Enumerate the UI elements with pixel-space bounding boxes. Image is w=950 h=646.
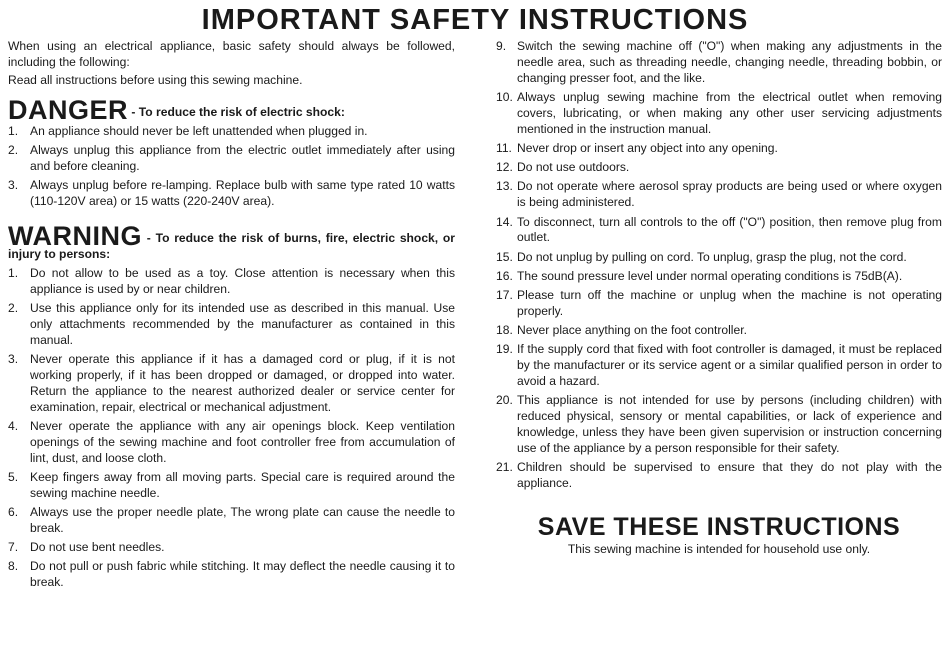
item-text: Do not operate where aerosol spray products are being used or where oxygen is being administered.	[517, 179, 942, 210]
item-text: Use this appliance only for its intended use as described in this manual. Use only attachments recommended by the manufacturer as contained in this manual.	[30, 300, 455, 347]
item-text: Do not use bent needles.	[30, 540, 165, 555]
continued-list	[496, 39, 942, 492]
item-number: 19.	[496, 342, 513, 357]
list-item	[8, 124, 455, 140]
item-number: 11.	[496, 141, 512, 156]
warning-list	[8, 266, 455, 591]
item-number: 15.	[496, 249, 513, 264]
list-item	[8, 505, 455, 537]
item-number: 1.	[8, 265, 19, 280]
item-text: Do not pull or push fabric while stitching. It may deflect the needle causing it to break.	[30, 559, 455, 590]
list-item	[8, 301, 455, 349]
warning-word: WARNING	[8, 220, 142, 251]
item-text: Keep fingers away from all moving parts. Special care is required around the sewing machine needle.	[30, 469, 455, 500]
danger-heading	[8, 94, 455, 125]
item-number: 8.	[8, 559, 19, 574]
item-text: Always unplug sewing machine from the electrical outlet when removing covers, lubricating, or when making any other user servicing adjustments mentioned in the instruction manual.	[517, 90, 942, 136]
item-number: 6.	[8, 505, 19, 520]
item-text: Never operate the appliance with any air openings block. Keep ventilation openings of the sewing machine and foot controller free from accumulation of lint, dust, and loose cloth.	[30, 418, 455, 465]
item-number: 21.	[496, 460, 513, 475]
item-number: 14.	[496, 214, 513, 229]
item-number: 5.	[8, 469, 19, 484]
item-text: To disconnect, turn all controls to the off ("O") position, then remove plug from outlet.	[517, 214, 942, 245]
item-number: 13.	[496, 179, 513, 194]
list-item	[8, 559, 455, 591]
item-number: 7.	[8, 540, 19, 555]
item-text: Switch the sewing machine off ("O") when making any adjustments in the needle area, such as threading needle, changing needle, threading bobbin, or changing presser foot, and the like.	[517, 39, 942, 85]
item-number: 17.	[496, 288, 513, 303]
list-item	[8, 266, 455, 298]
item-text: Always unplug before re-lamping. Replace bulb with same type rated 10 watts (110-120V area) or 15 watts (220-240V area).	[30, 178, 455, 208]
item-number: 1.	[8, 123, 19, 138]
item-text: This appliance is not intended for use by persons (including children) with reduced physical, sensory or mental capabilities, or lack of experience and knowledge, unless they have been given supervision or instruction concerning use of the appliance by a person responsible for their safety.	[517, 393, 942, 456]
intro-paragraph: When using an electrical appliance, basic safety should always be followed, including the following:	[8, 39, 455, 69]
left-column	[8, 39, 455, 594]
item-number: 2.	[8, 142, 19, 157]
list-item	[496, 393, 942, 457]
list-item	[496, 460, 942, 492]
item-text: Do not unplug by pulling on cord. To unplug, grasp the plug, not the cord.	[517, 249, 907, 264]
list-item	[8, 352, 455, 416]
list-item	[8, 419, 455, 467]
item-number: 2.	[8, 300, 19, 315]
item-text: Always unplug this appliance from the electric outlet immediately after using and before cleaning.	[30, 142, 455, 173]
item-text: Do not allow to be used as a toy. Close attention is necessary when this appliance is used by or near children.	[30, 265, 455, 296]
danger-subtitle: - To reduce the risk of electric shock:	[131, 104, 345, 119]
item-text: Children should be supervised to ensure that they do not play with the appliance.	[517, 460, 942, 491]
item-text: Always use the proper needle plate, The wrong plate can cause the needle to break.	[30, 505, 455, 535]
right-column	[496, 39, 942, 558]
page-title: IMPORTANT SAFETY INSTRUCTIONS	[201, 4, 749, 36]
list-item	[496, 342, 942, 390]
item-number: 3.	[8, 351, 19, 366]
danger-word: DANGER	[8, 94, 129, 125]
list-item	[496, 215, 942, 247]
item-text: Please turn off the machine or unplug when the machine is not operating properly.	[517, 288, 942, 318]
household-note: This sewing machine is intended for household use only.	[567, 542, 871, 557]
item-text: Never place anything on the foot controller.	[517, 323, 747, 338]
item-number: 4.	[8, 418, 19, 433]
list-item	[496, 269, 942, 285]
item-text: An appliance should never be left unattended when plugged in.	[30, 123, 368, 138]
item-number: 12.	[496, 160, 513, 175]
item-number: 18.	[496, 323, 513, 338]
item-text: If the supply cord that fixed with foot controller is damaged, it must be replaced by the manufacturer or its service agent or a similar qualified person in order to avoid a hazard.	[517, 342, 942, 389]
item-number: 20.	[496, 393, 513, 408]
intro-read-all: Read all instructions before using this sewing machine.	[8, 72, 303, 87]
list-item	[496, 141, 942, 157]
item-text: Never operate this appliance if it has a damaged cord or plug, if it is not working properly, if it has been dropped or damaged, or dropped into water. Return the appliance to the nearest authorized dealer or service center for examination, repair, electrical or mechanical adjustment.	[30, 351, 455, 414]
list-item	[8, 178, 455, 210]
list-item	[496, 39, 942, 87]
list-item	[496, 90, 942, 138]
item-text: Do not use outdoors.	[517, 160, 630, 175]
item-number: 3.	[8, 178, 19, 193]
danger-list	[8, 124, 455, 210]
save-instructions-heading: SAVE THESE INSTRUCTIONS	[537, 513, 901, 542]
list-item	[496, 288, 942, 320]
item-text: Never drop or insert any object into any opening.	[517, 141, 778, 156]
list-item	[8, 143, 455, 175]
item-number: 16.	[496, 268, 513, 283]
list-item	[496, 160, 942, 176]
list-item	[496, 179, 942, 211]
item-number: 9.	[496, 39, 507, 53]
list-item	[496, 250, 942, 266]
list-item	[8, 540, 455, 556]
list-item	[496, 323, 942, 339]
item-number: 10.	[496, 90, 513, 105]
warning-subtitle: - To reduce the risk of burns, fire, electric shock, or injury to persons:	[8, 230, 455, 261]
warning-heading	[8, 220, 455, 262]
item-text: The sound pressure level under normal operating conditions is 75dB(A).	[517, 268, 903, 283]
list-item	[8, 470, 455, 502]
